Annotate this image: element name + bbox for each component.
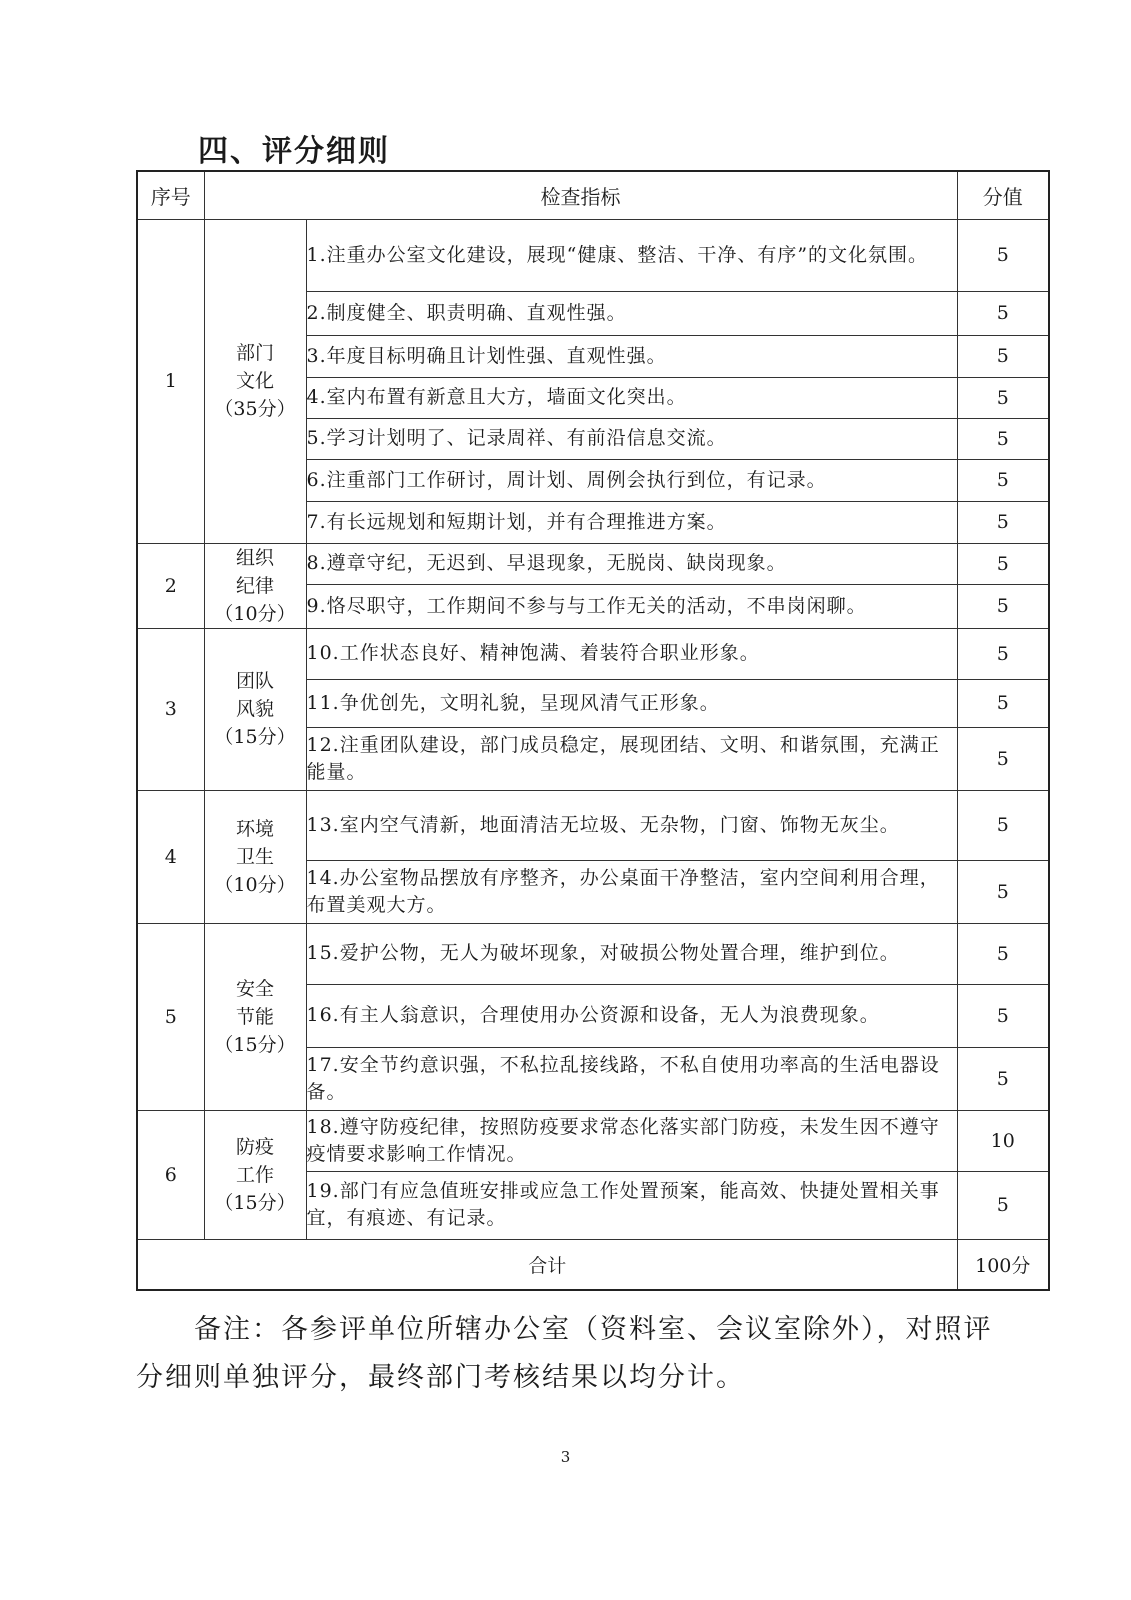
table-row: [137, 628, 1049, 679]
table-row: [137, 543, 1049, 585]
table-row: [137, 923, 1049, 984]
criterion-score: 5: [957, 1047, 1049, 1110]
criterion-text: 19.部门有应急值班安排或应急工作处置预案，能高效、快捷处置相关事宜，有痕迹、有记录。: [306, 1171, 957, 1239]
group-number: 1: [137, 219, 204, 543]
header-score: 分值: [957, 171, 1049, 219]
criterion-text: 16.有主人翁意识，合理使用办公资源和设备，无人为浪费现象。: [306, 984, 957, 1047]
criterion-score: 5: [957, 860, 1049, 923]
criterion-text: 2.制度健全、职责明确、直观性强。: [306, 291, 957, 335]
criterion-score: 5: [957, 1171, 1049, 1239]
criterion-score: 5: [957, 543, 1049, 585]
table-body: [137, 219, 1049, 1239]
table-header-row: [137, 171, 1049, 219]
criterion-text: 3.年度目标明确且计划性强、直观性强。: [306, 335, 957, 377]
criterion-text: 18.遵守防疫纪律，按照防疫要求常态化落实部门防疫，未发生因不遵守疫情要求影响工作情况。: [306, 1110, 957, 1171]
criterion-text: 7.有长远规划和短期计划，并有合理推进方案。: [306, 501, 957, 543]
criterion-text: 10.工作状态良好、精神饱满、着装符合职业形象。: [306, 628, 957, 679]
criterion-score: 5: [957, 459, 1049, 501]
criterion-score: 5: [957, 291, 1049, 335]
group-number: 5: [137, 923, 204, 1110]
group-category: 安全 节能 （15分）: [204, 923, 306, 1110]
criterion-text: 11.争优创先，文明礼貌，呈现风清气正形象。: [306, 679, 957, 727]
criterion-text: 12.注重团队建设，部门成员稳定，展现团结、文明、和谐氛围，充满正能量。: [306, 727, 957, 790]
group-number: 4: [137, 790, 204, 923]
criterion-score: 5: [957, 679, 1049, 727]
group-category: 组织 纪律 （10分）: [204, 543, 306, 628]
criterion-text: 6.注重部门工作研讨，周计划、周例会执行到位，有记录。: [306, 459, 957, 501]
group-number: 3: [137, 628, 204, 790]
scoring-table: [136, 170, 1050, 1291]
criterion-score: 5: [957, 219, 1049, 291]
table-row: [137, 790, 1049, 860]
section-title: 四、评分细则: [198, 134, 390, 169]
total-score: 100分: [957, 1239, 1049, 1290]
criterion-score: 5: [957, 335, 1049, 377]
criterion-score: 5: [957, 377, 1049, 418]
criterion-score: 5: [957, 418, 1049, 459]
table-row: [137, 219, 1049, 291]
group-category: 环境 卫生 （10分）: [204, 790, 306, 923]
criterion-text: 8.遵章守纪，无迟到、早退现象，无脱岗、缺岗现象。: [306, 543, 957, 585]
criterion-score: 5: [957, 790, 1049, 860]
criterion-text: 9.恪尽职守，工作期间不参与与工作无关的活动，不串岗闲聊。: [306, 585, 957, 628]
criterion-text: 1.注重办公室文化建设，展现“健康、整洁、干净、有序”的文化氛围。: [306, 219, 957, 291]
criterion-score: 5: [957, 585, 1049, 628]
criterion-score: 5: [957, 501, 1049, 543]
table-row: [137, 1110, 1049, 1171]
criterion-text: 4.室内布置有新意且大方，墙面文化突出。: [306, 377, 957, 418]
group-category: 部门 文化 （35分）: [204, 219, 306, 543]
criterion-score: 5: [957, 923, 1049, 984]
criterion-text: 14.办公室物品摆放有序整齐，办公桌面干净整洁，室内空间利用合理，布置美观大方。: [306, 860, 957, 923]
total-row: [137, 1239, 1049, 1290]
criterion-score: 5: [957, 727, 1049, 790]
criterion-text: 15.爱护公物，无人为破坏现象，对破损公物处置合理，维护到位。: [306, 923, 957, 984]
group-category: 团队 风貌 （15分）: [204, 628, 306, 790]
page-number: 3: [560, 1448, 571, 1466]
criterion-score: 5: [957, 628, 1049, 679]
criterion-score: 10: [957, 1110, 1049, 1171]
criterion-text: 17.安全节约意识强，不私拉乱接线路，不私自使用功率高的生活电器设备。: [306, 1047, 957, 1110]
group-number: 2: [137, 543, 204, 628]
criterion-score: 5: [957, 984, 1049, 1047]
group-number: 6: [137, 1110, 204, 1239]
header-criteria: 检查指标: [204, 171, 957, 219]
group-category: 防疫 工作 （15分）: [204, 1110, 306, 1239]
header-seq: 序号: [137, 171, 204, 219]
total-label: 合计: [137, 1239, 957, 1290]
note: 备注：各参评单位所辖办公室（资料室、会议室除外），对照评分细则单独评分，最终部门考核结果以均分计。: [136, 1314, 993, 1393]
criterion-text: 13.室内空气清新，地面清洁无垃圾、无杂物，门窗、饰物无灰尘。: [306, 790, 957, 860]
criterion-text: 5.学习计划明了、记录周祥、有前沿信息交流。: [306, 418, 957, 459]
